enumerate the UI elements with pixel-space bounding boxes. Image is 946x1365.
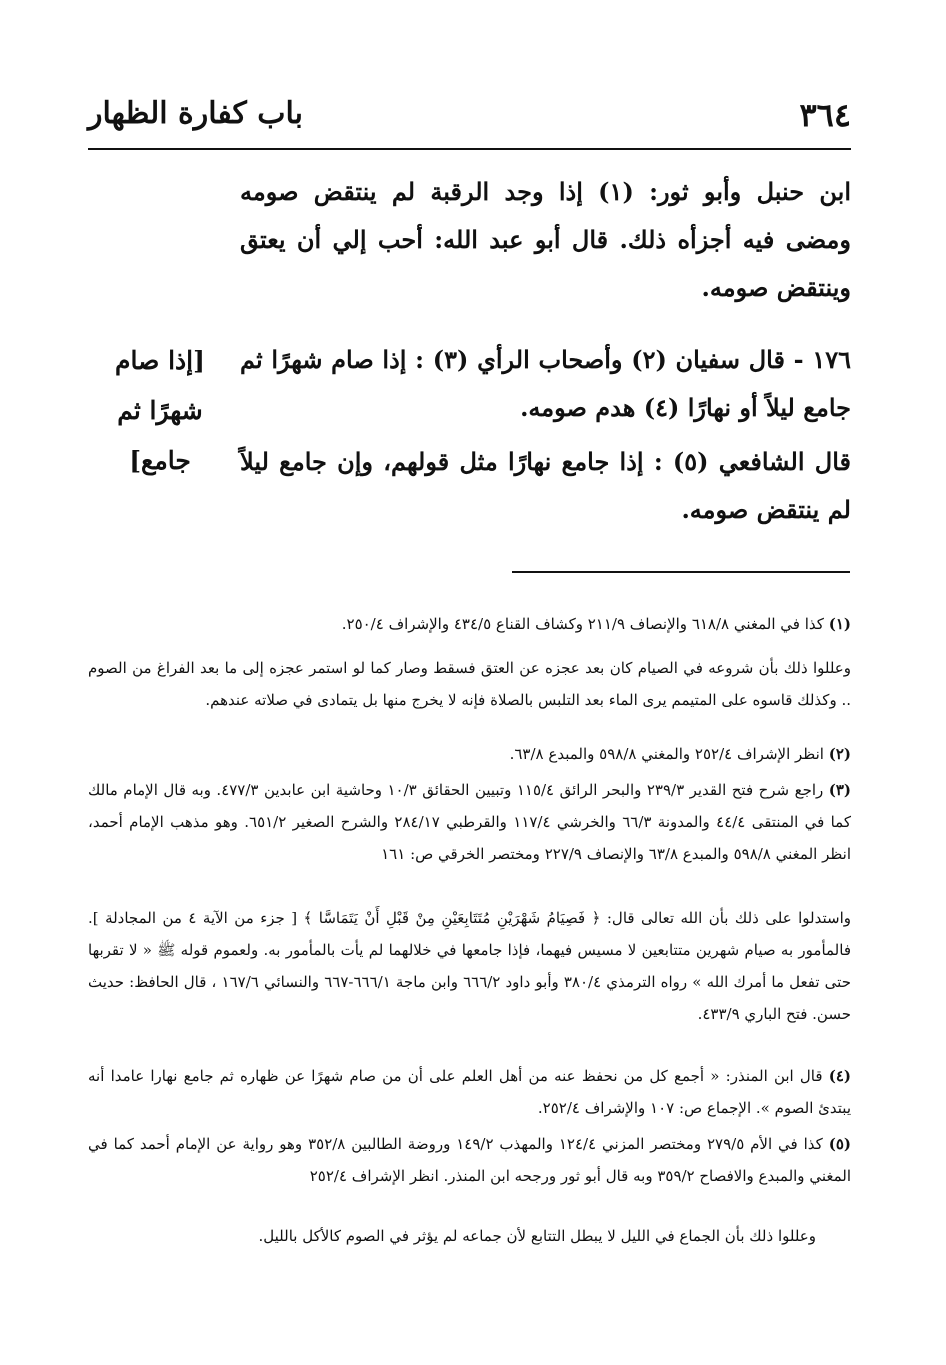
footnote-4 [88, 1060, 851, 1124]
margin-heading [90, 336, 230, 486]
footnote-5 [88, 1128, 851, 1192]
footnote-5-text: كذا في الأم ٢٧٩/٥ ومختصر المزني ١٢٤/٤ والمهذب ١٤٩/٢ وروضة الطالبين ٣٥٢/٨ وهو رواية عن الإمام أحمد كما في المغني والمبدع والافصاح ٣٥٩/٢ وبه قال أبو ثور ورجحه ابن المنذر. انظر الإشراف ٢٥٢/٤ [88, 1135, 851, 1185]
page-number: ٣٦٤ [799, 96, 851, 134]
footnote-1-continuation: وعللوا ذلك بأن شروعه في الصيام كان بعد عجزه عن العتق فسقط وصار كما لو استمر عجزه إلى ما بعد الفراغ من الصوم .. وكذلك قاسوه على المتيمم يرى الماء بعد التلبس بالصلاة فإنه لا يخرج منها بل يتمادى في صلاته عندهم. [88, 659, 851, 709]
footnote-4-text: قال ابن المنذر: « أجمع كل من نحفظ عنه من أهل العلم على أن من صام شهرًا عن ظهاره ثم جامع نهارا عامدا أنه يبتدئ الصوم ». الإجماع ص: ١٠٧ والإشراف ٢٥٢/٤. [88, 1067, 851, 1117]
margin-heading-line-1: [إذا صام [115, 346, 205, 375]
footnote-3 [88, 774, 851, 870]
footnote-3-number: (٣) [828, 781, 852, 799]
footnote-2-text: انظر الإشراف ٢٥٢/٤ والمغني ٥٩٨/٨ والمبدع ٦٣/٨. [509, 745, 824, 763]
chapter-title: باب كفارة الظهار [88, 96, 303, 131]
page-header [88, 96, 851, 140]
main-paragraph-3: قال الشافعي (٥) : إذا جامع نهارًا مثل قولهم، وإن جامع ليلاً لم ينتقض صومه. [240, 447, 851, 524]
main-paragraph-1: ابن حنبل وأبو ثور: (١) إذا وجد الرقبة لم ينتقض صومه ومضى فيه أجزأه ذلك. قال أبو عبد الله: أحب إلي أن يعتق وينتقض صومه. [240, 177, 851, 302]
footnote-5-number: (٥) [828, 1135, 851, 1153]
footnote-1-text: كذا في المغني ٦١٨/٨ والإنصاف ٢١١/٩ وكشاف القناع ٤٣٤/٥ والإشراف ٢٥٠/٤. [341, 615, 824, 633]
footnote-divider [512, 571, 850, 573]
header-divider [88, 148, 851, 150]
footnote-3-text: راجع شرح فتح القدير ٢٣٩/٣ والبحر الرائق ١١٥/٤ وتبيين الحقائق ١٠/٣ وحاشية ابن عابدين ٤٧٧/٣. وبه قال الإمام مالك كما في المنتقى ٤٤/٤ والمدونة ٦٦/٣ والخرشي ١١٧/٤ والقرطبي ٢٨٤/١٧ والشرح الصغير ٦٥١/٢. وهو مذهب الإمام أحمد، انظر المغني ٥٩٨/٨ والمبدع ٦٣/٨ والإنصاف ٢٢٧/٩ ومختصر الخرقي ص: ١٦١ [88, 781, 851, 863]
footnote-5-continuation: وعللوا ذلك بأن الجماع في الليل لا يبطل التتابع لأن جماعه لم يؤثر في الصوم كالأكل بالليل. [258, 1227, 816, 1245]
main-paragraph-2: ١٧٦ - قال سفيان (٢) وأصحاب الرأي (٣) : إذا صام شهرًا ثم جامع ليلاً أو نهارًا (٤) هدم صومه. [240, 345, 851, 422]
footnote-2 [88, 738, 851, 770]
footnote-3-continuation: واستدلوا على ذلك بأن الله تعالى قال: ﴿ فَصِيَامُ شَهْرَيْنِ مُتَتَابِعَيْنِ مِنْ قَبْلِ أَنْ يَتَمَاسَّا ﴾ [ جزء من الآية ٤ من المجادلة ]. فالمأمور به صيام شهرين متتابعين لا مسيس فيهما، فإذا جامعها في خلالهما لم يأت بالمأمور به. ولعموم قوله ﷺ « لا تقربها حتى تفعل ما أمرك الله » رواه الترمذي ٣٨٠/٤ وأبو داود ٦٦٦/٢ وابن ماجة ٦٦٦/١-٦٦٧ والنسائي ١٦٧/٦ ، قال الحافظ: حديث حسن. فتح الباري ٤٣٣/٩. [88, 909, 851, 1023]
margin-heading-line-2: شهرًا ثم [117, 396, 203, 425]
footnote-4-number: (٤) [828, 1067, 851, 1085]
footnote-2-number: (٢) [828, 745, 851, 763]
footnote-1-number: (١) [828, 615, 851, 633]
margin-heading-line-3: جامع] [129, 446, 191, 475]
footnote-1 [88, 608, 851, 640]
